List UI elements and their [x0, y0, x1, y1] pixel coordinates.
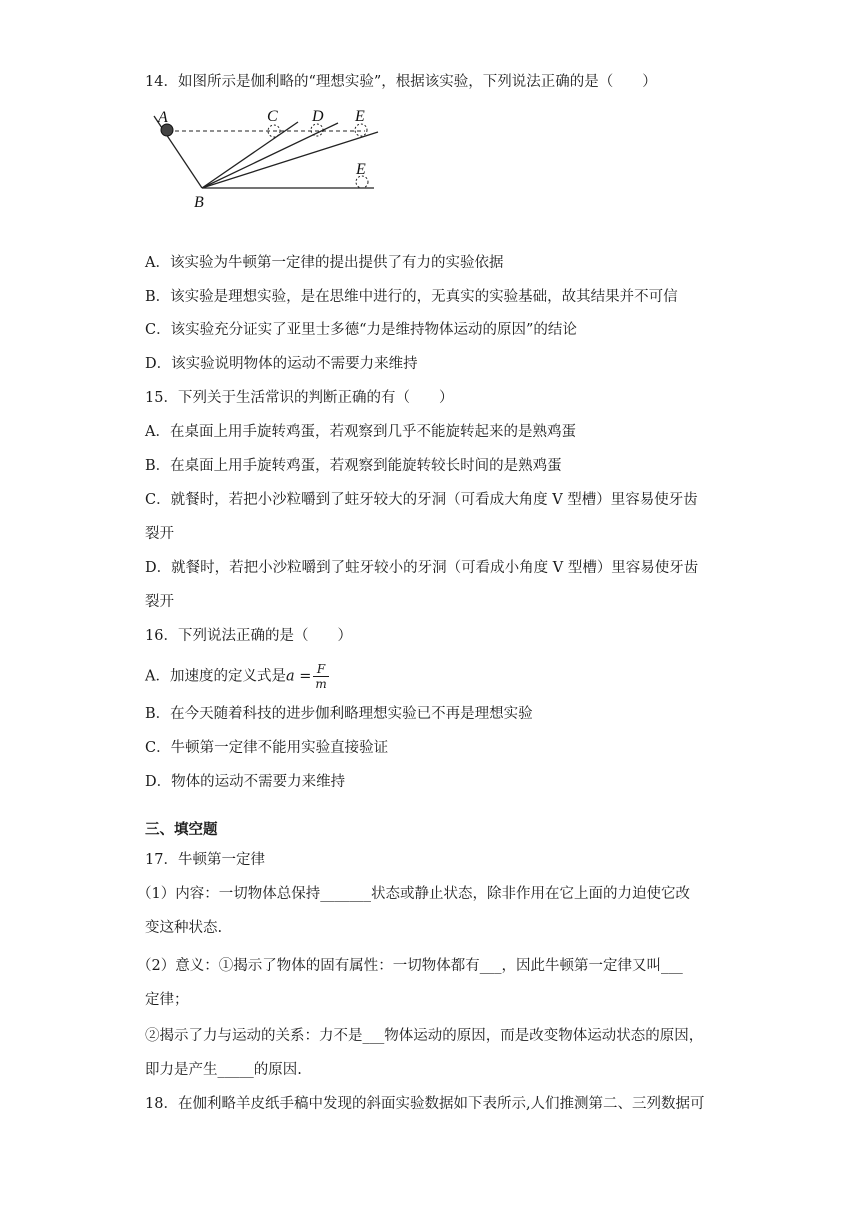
- q15-option-a: A．在桌面上用手旋转鸡蛋，若观察到几乎不能旋转起来的是熟鸡蛋: [145, 424, 576, 440]
- q14-stem: 14．如图所示是伽利略的“理想实验”，根据该实验，下列说法正确的是（ ）: [145, 74, 657, 90]
- q14-option-b: B．该实验是理想实验，是在思维中进行的，无真实的实验基础，故其结果并不可信: [145, 289, 678, 305]
- ball-e-position: [355, 124, 367, 136]
- label-d: D: [312, 108, 324, 125]
- galileo-ideal-experiment-figure: [150, 104, 390, 214]
- formula-fraction: [313, 662, 328, 691]
- q15-option-b: B．在桌面上用手旋转鸡蛋，若观察到能旋转较长时间的是熟鸡蛋: [145, 458, 562, 474]
- section-title: 三、填空题: [145, 821, 218, 838]
- q15-option-c-line1: C．就餐时，若把小沙粒嚼到了蛀牙较大的牙洞（可看成大角度 V 型槽）里容易使牙齿: [145, 492, 698, 508]
- formula-numerator: F: [313, 662, 328, 677]
- q15-option-d-line1: D．就餐时，若把小沙粒嚼到了蛀牙较小的牙洞（可看成小角度 V 型槽）里容易使牙齿: [145, 560, 699, 576]
- q16-option-b: B．在今天随着科技的进步伽利略理想实验已不再是理想实验: [145, 706, 533, 722]
- q14-option-c: C．该实验充分证实了亚里士多德“力是维持物体运动的原因”的结论: [145, 322, 577, 338]
- q16-option-a: [145, 662, 329, 691]
- q17-part2-line2: 定律；: [145, 992, 189, 1008]
- label-e-lower: E: [356, 161, 366, 178]
- incline-e: [202, 132, 378, 188]
- label-a: A: [158, 109, 168, 126]
- label-c: C: [267, 108, 278, 125]
- q17-part3-line1: ②揭示了力与运动的关系：力不是___物体运动的原因，而是改变物体运动状态的原因，: [145, 1028, 704, 1044]
- q18-stem: 18．在伽利略羊皮纸手稿中发现的斜面实验数据如下表所示,人们推测第二、三列数据可: [145, 1096, 705, 1112]
- formula-denominator: m: [315, 677, 327, 691]
- q15-option-c-line2: 裂开: [145, 526, 174, 542]
- q17-part1-line2: 变这种状态.: [145, 920, 223, 936]
- q16-stem: 16．下列说法正确的是（ ）: [145, 628, 352, 644]
- q17-part2-line1: （2）意义：①揭示了物体的固有属性：一切物体都有___，因此牛顿第一定律又叫___: [137, 958, 683, 974]
- left-incline: [154, 116, 202, 188]
- q15-stem: 15．下列关于生活常识的判断正确的有（ ）: [145, 390, 454, 406]
- incline-d: [202, 123, 338, 188]
- q14-option-d: D．该实验说明物体的运动不需要力来维持: [145, 356, 418, 372]
- q14-option-a: A．该实验为牛顿第一定律的提出提供了有力的实验依据: [145, 255, 504, 271]
- q17-stem: 17．牛顿第一定律: [145, 852, 265, 868]
- incline-c: [202, 122, 298, 188]
- q17-part3-line2: 即力是产生_____的原因.: [145, 1062, 302, 1078]
- formula-lhs: a =: [285, 668, 312, 685]
- q16-option-a-text: A．加速度的定义式是: [145, 668, 286, 685]
- q16-option-d: D．物体的运动不需要力来维持: [145, 774, 346, 790]
- label-b: B: [194, 194, 204, 211]
- q16-option-c: C．牛顿第一定律不能用实验直接验证: [145, 740, 389, 756]
- q15-option-d-line2: 裂开: [145, 594, 174, 610]
- ball-d-position: [311, 124, 323, 136]
- label-e-upper: E: [355, 108, 365, 125]
- q17-part1-line1: （1）内容：一切物体总保持_______状态或静止状态，除非作用在它上面的力迫使它改: [137, 886, 690, 902]
